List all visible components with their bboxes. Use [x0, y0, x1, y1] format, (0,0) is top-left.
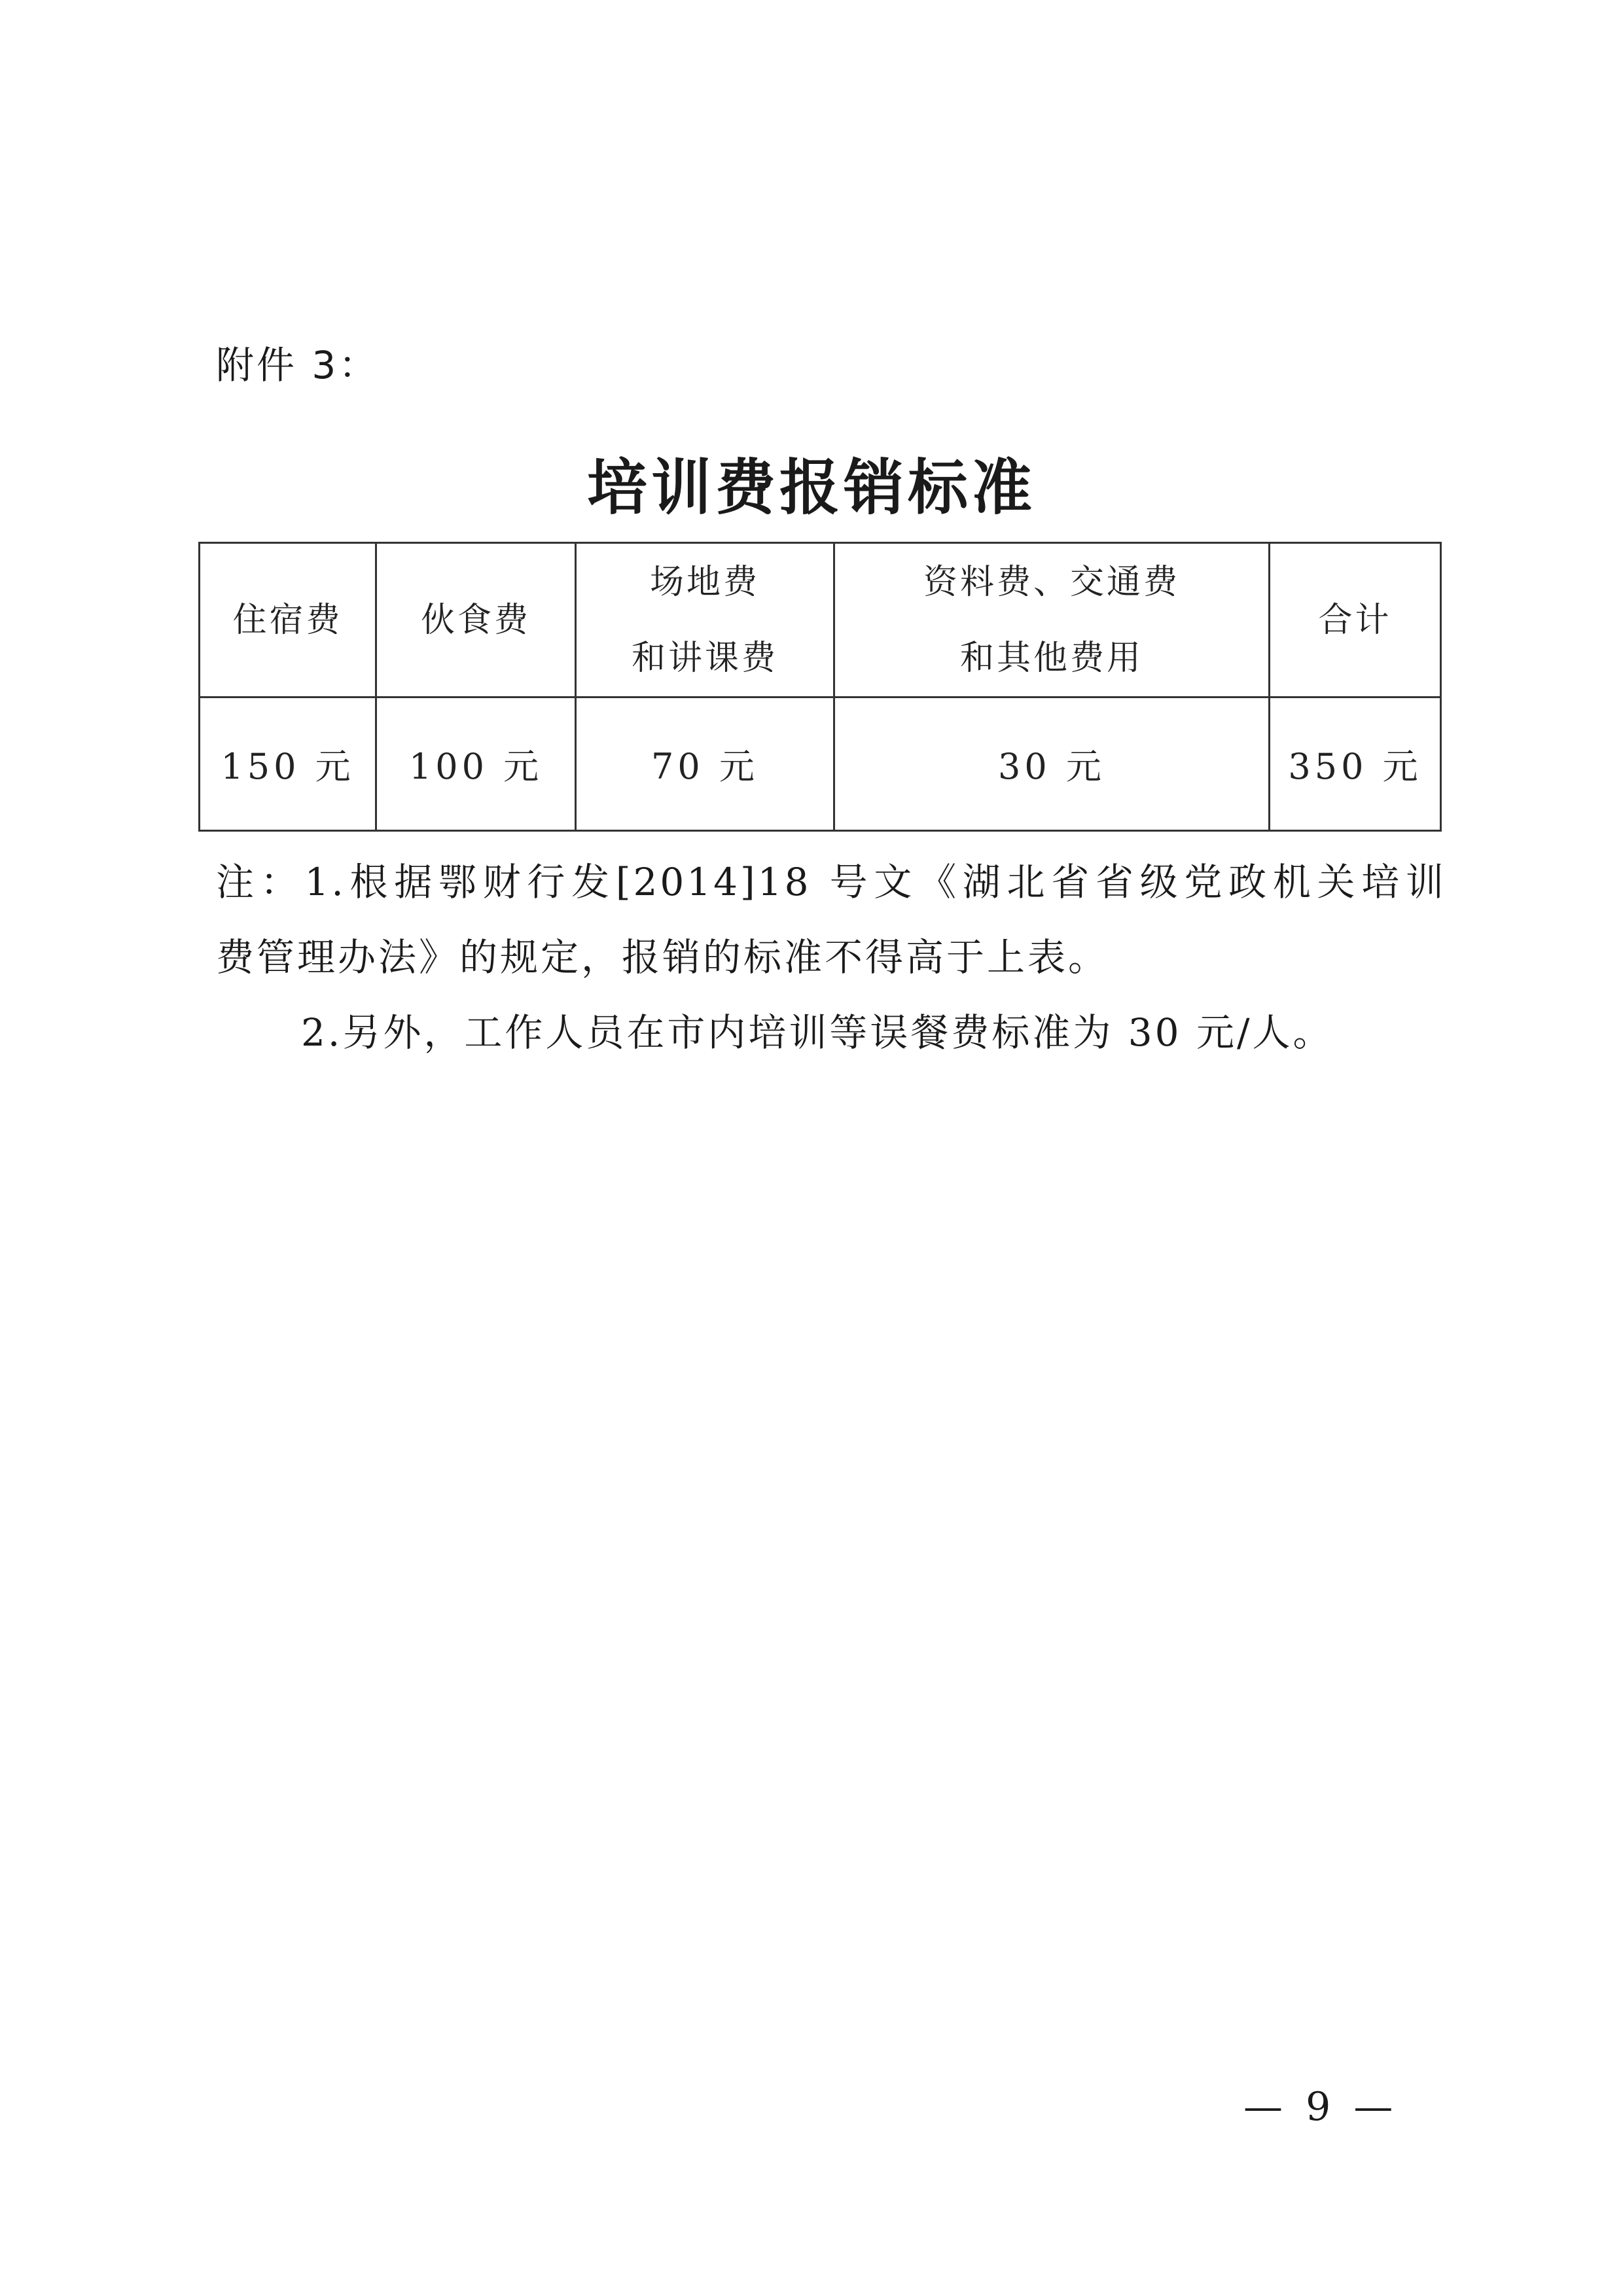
value-meals: 100 元	[376, 698, 576, 831]
value-total: 350 元	[1270, 698, 1441, 831]
table-row	[200, 698, 1441, 831]
header-venue-lecture: 场地费 和讲课费	[576, 543, 834, 698]
value-accommodation: 150 元	[200, 698, 376, 831]
header-materials-transport-other: 资料费、交通费 和其他费用	[834, 543, 1270, 698]
note-1-line-1: 注：1.根据鄂财行发[2014]18 号文《湖北省省级党政机关培训	[216, 860, 1446, 904]
header-meals: 伙食费	[376, 543, 576, 698]
table-header-row	[200, 543, 1441, 698]
note-2: 2.另外，工作人员在市内培训等误餐费标准为 30 元/人。	[301, 1010, 1334, 1055]
page-number: — 9 —	[1243, 2084, 1399, 2130]
value-materials-transport-other: 30 元	[834, 698, 1270, 831]
header-accommodation: 住宿费	[200, 543, 376, 698]
value-venue-lecture: 70 元	[576, 698, 834, 831]
training-fee-table	[198, 542, 1442, 832]
header-total: 合计	[1270, 543, 1441, 698]
attachment-label: 附件 3：	[216, 343, 380, 387]
note-1-line-2: 费管理办法》的规定，报销的标准不得高于上表。	[216, 935, 1109, 980]
document-title: 培训费报销标准	[586, 452, 1036, 523]
